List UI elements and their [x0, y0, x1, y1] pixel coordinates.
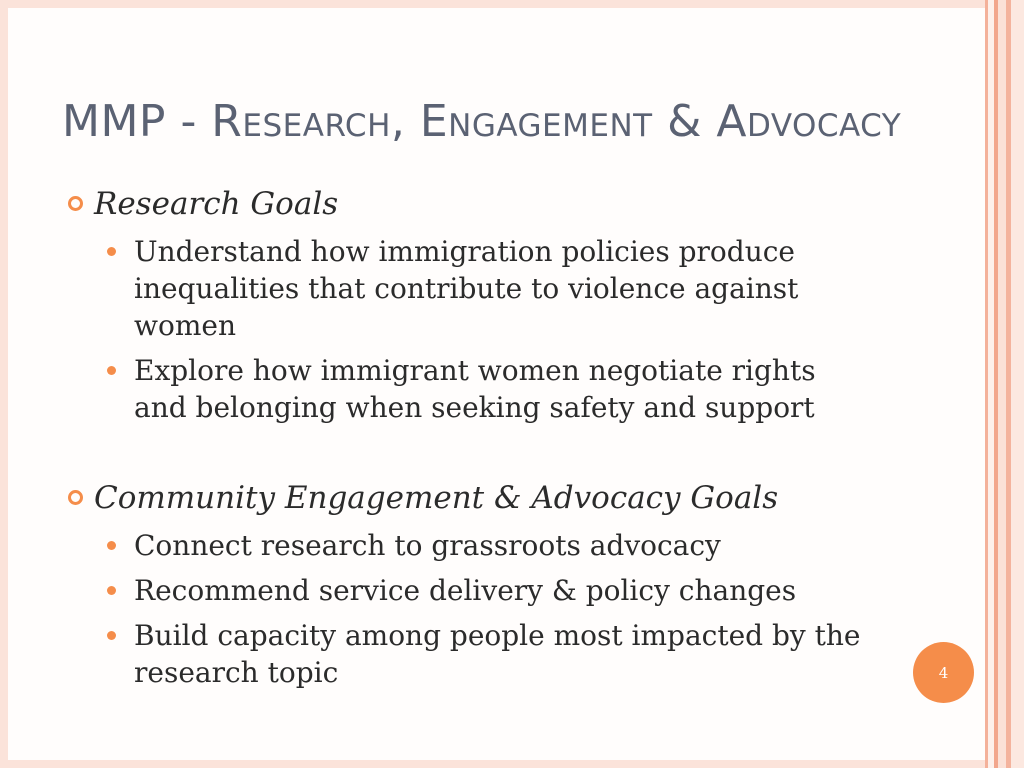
section-heading-research-goals	[68, 186, 338, 222]
section-heading-community-engagement	[68, 480, 778, 516]
list-item	[107, 617, 877, 691]
list-item-text: Explore how immigrant women negotiate rights and belonging when seeking safety and support	[134, 354, 816, 424]
ring-bullet-icon	[68, 490, 83, 505]
list-item-text: Recommend service delivery & policy changes	[134, 574, 797, 607]
list-item	[107, 233, 877, 344]
slide-frame-bottom	[0, 760, 985, 768]
ring-bullet-icon	[68, 196, 83, 211]
list-item	[107, 527, 877, 564]
page-number-badge: 4	[913, 642, 974, 703]
dot-bullet-icon	[107, 247, 116, 256]
list-item-text: Build capacity among people most impacted by the research topic	[134, 619, 861, 689]
list-item	[107, 572, 877, 609]
decorative-stripes	[985, 0, 1024, 768]
dot-bullet-icon	[107, 586, 116, 595]
stripe	[998, 0, 1006, 768]
dot-bullet-icon	[107, 631, 116, 640]
slide-frame-top	[0, 0, 985, 8]
section-heading-label: Research Goals	[94, 186, 339, 222]
dot-bullet-icon	[107, 541, 116, 550]
dot-bullet-icon	[107, 366, 116, 375]
slide-title: MMP - Research, Engagement & Advocacy	[62, 96, 902, 147]
list-item	[107, 352, 877, 426]
list-item-text: Understand how immigration policies produce inequalities that contribute to violence against women	[134, 235, 799, 342]
stripe	[1011, 0, 1024, 768]
slide-frame-left	[0, 0, 8, 768]
list-item-text: Connect research to grassroots advocacy	[134, 529, 721, 562]
section-heading-label: Community Engagement & Advocacy Goals	[94, 480, 779, 516]
